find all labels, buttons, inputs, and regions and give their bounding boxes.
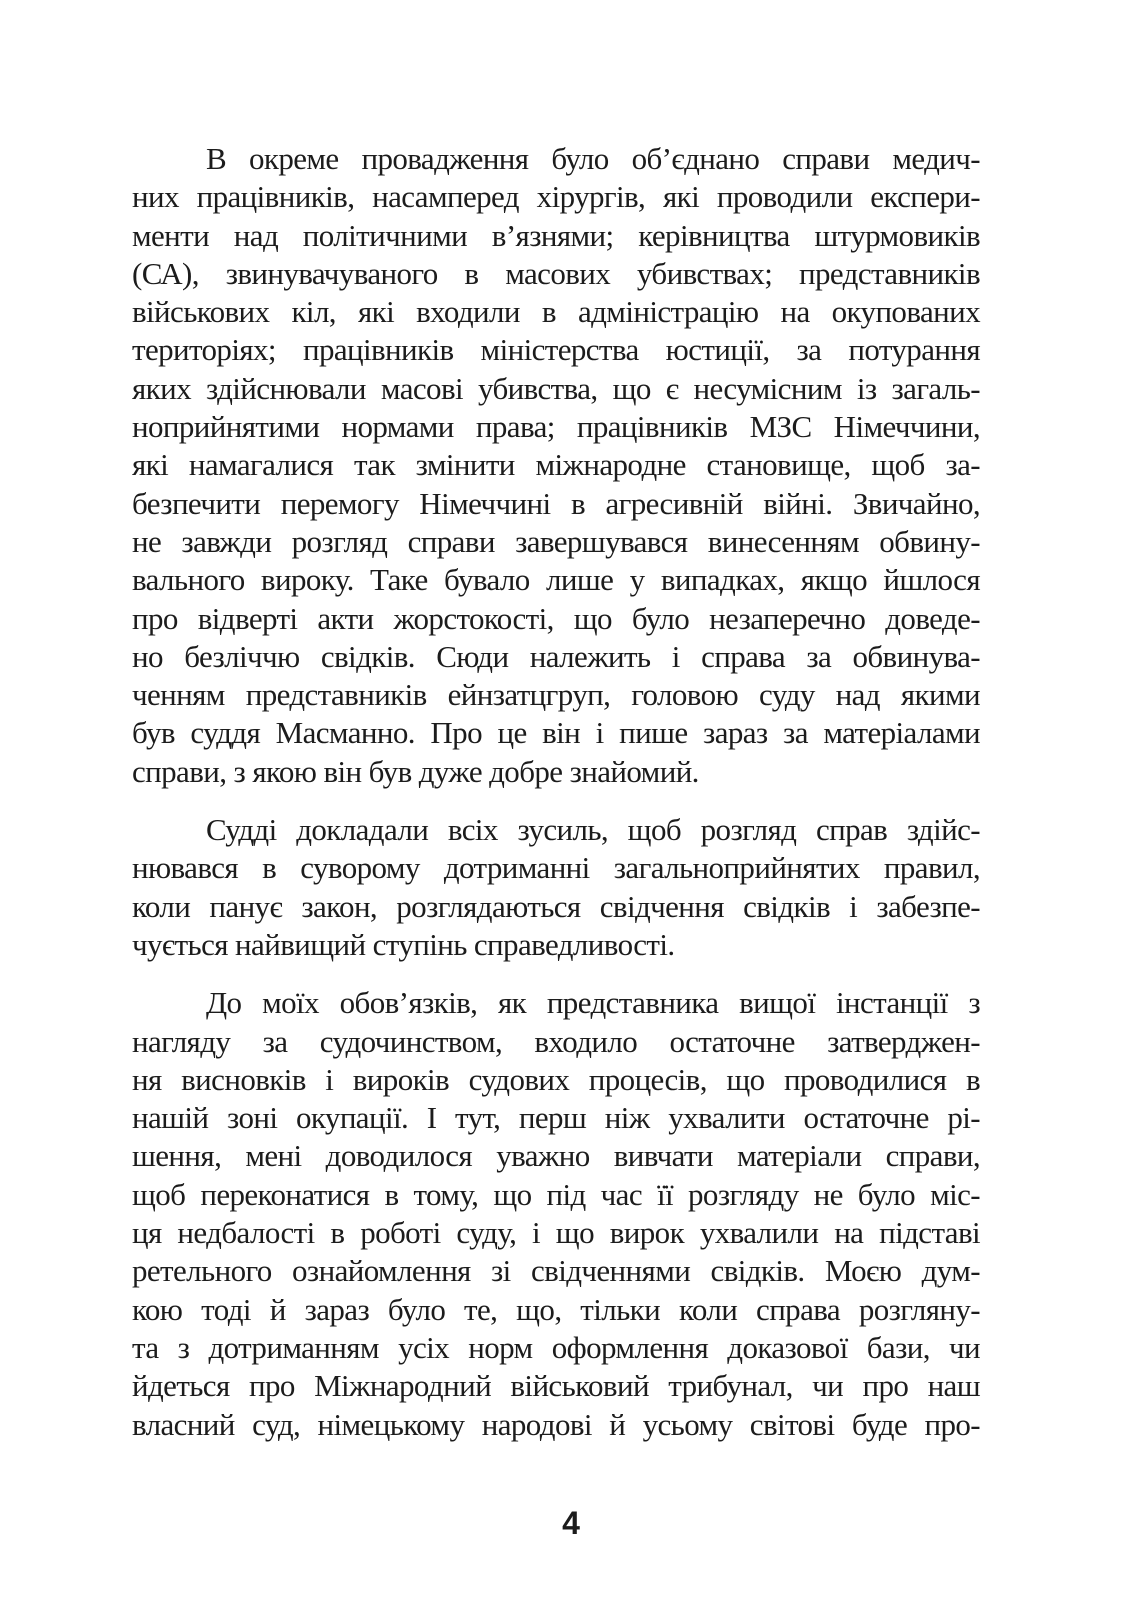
text-line: шення, мені доводилося уважно вивчати матеріали справи, [132,1138,980,1174]
text-line: чується найвищий ступінь справедливості. [132,926,675,962]
text-line: До моїх обов’язків, як представника вищої інстанції з [206,985,980,1021]
text-line: територіях; працівників міністерства юстиції, за потурання [132,332,980,368]
text-line: коли панує закон, розглядаються свідчення свідків і забезпе- [132,888,980,924]
text-line: власний суд, німецькому народові й усьому світові буде про- [132,1406,980,1442]
paragraph-2 [132,811,980,964]
text-line: ця недбалості в роботі суду, і що вирок ухвалили на підставі [132,1215,980,1251]
text-line: яких здійснювали масові убивства, що є несумісним із загаль- [132,370,980,406]
text-line: вального вироку. Таке бувало лише у випадках, якщо йшлося [132,562,980,598]
text-line: (СА), звинувачуваного в масових убивствах; представників [132,255,980,291]
paragraph-1 [132,140,980,791]
text-line: Судді докладали всіх зусиль, щоб розгляд справ здійс- [206,812,980,848]
text-line: військових кіл, які входили в адміністрацію на окупованих [132,294,980,330]
text-line: нашій зоні окупації. І тут, перш ніж ухвалити остаточне рі- [132,1100,980,1136]
text-line: та з дотриманням усіх норм оформлення доказової бази, чи [132,1329,980,1365]
page-body [132,140,980,1464]
page-number: 4 [562,1505,580,1541]
paragraph-3 [132,984,980,1444]
text-line: но безліччю свідків. Сюди належить і справа за обвинува- [132,638,980,674]
text-line: ня висновків і вироків судових процесів, що проводилися в [132,1061,980,1097]
text-line: них працівників, насамперед хірургів, які проводили експери- [132,179,980,215]
text-line: був суддя Масманно. Про це він і пише зараз за матеріалами [132,715,980,751]
text-line: ченням представників ейнзатцгруп, головою суду над якими [132,677,980,713]
text-line: нагляду за судочинством, входило остаточне затверджен- [132,1023,980,1059]
text-line: В окреме провадження було об’єднано справи медич- [206,141,980,176]
text-line: щоб переконатися в тому, що під час її розгляду не було міс- [132,1176,980,1212]
text-line: нювався в суворому дотриманні загальноприйнятих правил, [132,850,980,886]
text-line: менти над політичними в’язнями; керівництва штурмовиків [132,217,980,253]
text-line: ноприйнятими нормами права; працівників МЗС Німеччини, [132,409,980,445]
text-line: про відверті акти жорстокості, що було незаперечно доведе- [132,600,980,636]
text-line: безпечити перемогу Німеччині в агресивній війні. Звичайно, [132,485,980,521]
text-line: ретельного ознайомлення зі свідченнями свідків. Моєю дум- [132,1253,980,1289]
text-line: йдеться про Міжнародний військовий трибунал, чи про наш [132,1368,980,1404]
text-line: справи, з якою він був дуже добре знайомий. [132,753,699,789]
text-line: не завжди розгляд справи завершувався винесенням обвину- [132,523,980,559]
text-line: які намагалися так змінити міжнародне становище, щоб за- [132,447,980,483]
text-line: кою тоді й зараз було те, що, тільки коли справа розгляну- [132,1291,980,1327]
